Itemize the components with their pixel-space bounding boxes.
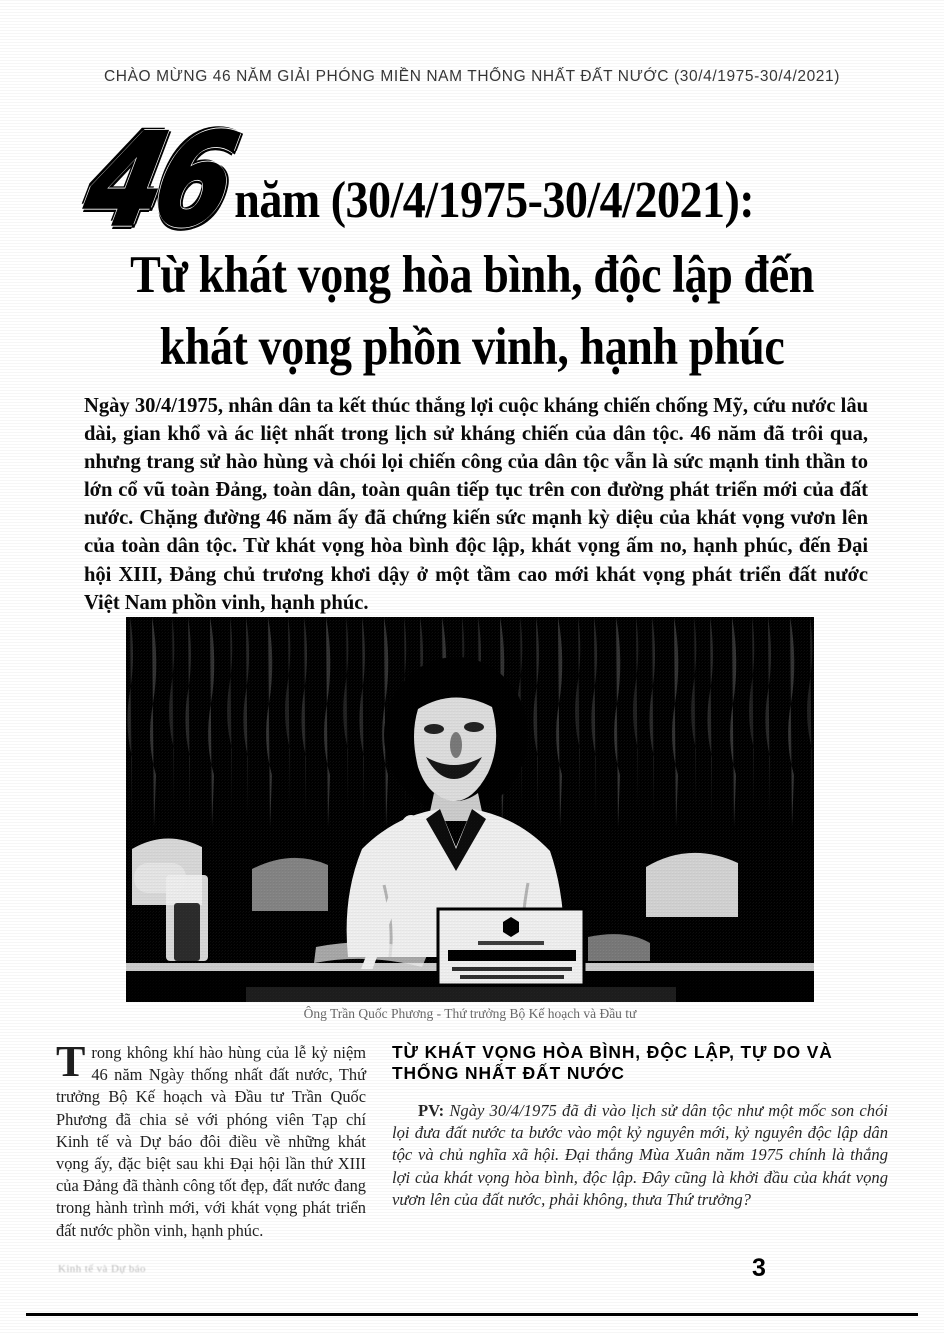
headline-line-3: khát vọng phồn vinh, hạnh phúc xyxy=(159,317,785,376)
interview-question xyxy=(392,1100,888,1211)
headline-big-number: 46 xyxy=(73,107,242,256)
photo-illustration xyxy=(126,617,814,1002)
headline-line-2: Từ khát vọng hòa bình, độc lập đến xyxy=(130,245,814,304)
question-text: Ngày 30/4/1975 đã đi vào lịch sử dân tộc như một mốc son chói lọi đưa đất nước ta bước vào một kỷ nguyên mới, kỷ nguyên độc lập dân tộc và chủ nghĩa xã hội. Đại thắng Mùa Xuân năm 1975 chính là thắng lợi của khát vọng hòa bình, độc lập. Đây cũng là khởi đầu của khát vọng vươn lên của đất nước, phải không, thưa Thứ trưởng? xyxy=(392,1101,888,1209)
footer-journal-name: Kinh tế và Dự báo xyxy=(58,1263,146,1275)
drop-cap: T xyxy=(56,1037,86,1086)
page-number: 3 xyxy=(752,1254,766,1282)
headline-block xyxy=(56,107,888,376)
footer-rule xyxy=(26,1313,918,1316)
column-left xyxy=(56,1037,366,1242)
body-columns xyxy=(56,1037,888,1262)
left-column-paragraph xyxy=(56,1037,366,1242)
article-photo xyxy=(126,617,814,1002)
running-head: CHÀO MỪNG 46 NĂM GIẢI PHÓNG MIỀN NAM THỐNG NHẤT ĐẤT NƯỚC (30/4/1975-30/4/2021) xyxy=(103,68,840,85)
pv-label: PV: xyxy=(418,1101,445,1120)
headline-line-1 xyxy=(56,107,888,256)
headline-line-1-rest: năm (30/4/1975-30/4/2021): xyxy=(234,171,755,229)
section-heading: TỪ KHÁT VỌNG HÒA BÌNH, ĐỘC LẬP, TỰ DO VÀ THỐNG NHẤT ĐẤT NƯỚC xyxy=(392,1042,833,1083)
left-column-text: rong không khí hào hùng của lễ kỷ niệm 46 năm Ngày thống nhất đất nước, Thứ trưởng Bộ Kế hoạch và Đầu tư Trần Quốc Phương đã chia sẻ với phóng viên Tạp chí Kinh tế và Dự báo đôi điều về những khát vọng ấy, đặc biệt sau khi Đại hội lần thứ XIII của Đảng đã thành công tốt đẹp, đất nước đang trong hành trình mới, với khát vọng phát triển đất nước phồn vinh, hạnh phúc. xyxy=(56,1043,366,1240)
column-right xyxy=(392,1042,888,1211)
photo-caption: Ông Trần Quốc Phương - Thứ trưởng Bộ Kế hoạch và Đầu tư xyxy=(303,1006,637,1021)
lead-paragraph: Ngày 30/4/1975, nhân dân ta kết thúc thắng lợi cuộc kháng chiến chống Mỹ, cứu nước lâu dài, gian khổ và ác liệt nhất trong lịch sử kháng chiến của dân tộc. 46 năm đã trôi qua, nhưng trang sử hào hùng và chói lọi chiến công của dân tộc vẫn là sức mạnh tinh thần to lớn cổ vũ toàn Đảng, toàn dân, toàn quân tiếp tục trên con đường phát triển mới của đất nước. Chặng đường 46 năm ấy đã chứng kiến sức mạnh kỳ diệu của khát vọng vươn lên của toàn dân tộc. Từ khát vọng hòa bình độc lập, khát vọng ấm no, hạnh phúc, đến Đại hội XIII, Đảng chủ trương khơi dậy ở một tầm cao mới khát vọng phát triển đất nước Việt Nam phồn vinh, hạnh phúc. xyxy=(84,395,868,614)
